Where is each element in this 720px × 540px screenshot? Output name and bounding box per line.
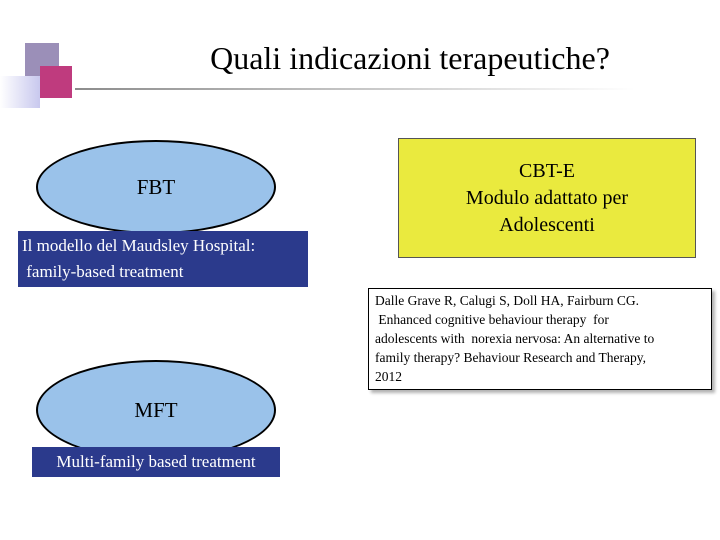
fbt-ellipse-label: FBT bbox=[136, 174, 176, 199]
decor-square-magenta bbox=[40, 66, 72, 98]
cbte-box bbox=[398, 138, 696, 258]
reference-box bbox=[368, 288, 712, 390]
reference-line: Enhanced cognitive behaviour therapy for bbox=[375, 312, 609, 327]
fbt-ellipse bbox=[36, 140, 276, 234]
cbte-line: CBT-E bbox=[519, 159, 575, 182]
mft-ellipse bbox=[36, 360, 276, 460]
mft-description: Multi-family based treatment bbox=[56, 452, 256, 471]
fbt-description-line: family-based treatment bbox=[22, 262, 184, 281]
cbte-line: Modulo adattato per bbox=[465, 186, 629, 209]
slide-title: Quali indicazioni terapeutiche? bbox=[210, 40, 610, 76]
reference-line: adolescents with norexia nervosa: An alternative to bbox=[375, 331, 655, 346]
fbt-description-box bbox=[18, 231, 308, 287]
reference-line: Dalle Grave R, Calugi S, Doll HA, Fairburn CG. bbox=[375, 293, 639, 308]
decor-square-gradient bbox=[0, 76, 40, 108]
fbt-description-line: Il modello del Maudsley Hospital: bbox=[22, 236, 256, 255]
reference-line: family therapy? Behaviour Research and Therapy, bbox=[375, 350, 647, 365]
mft-description-box bbox=[32, 447, 280, 477]
title-underline bbox=[75, 88, 635, 90]
mft-ellipse-label: MFT bbox=[134, 397, 178, 422]
cbte-line: Adolescenti bbox=[499, 213, 595, 236]
reference-line: 2012 bbox=[375, 369, 402, 384]
